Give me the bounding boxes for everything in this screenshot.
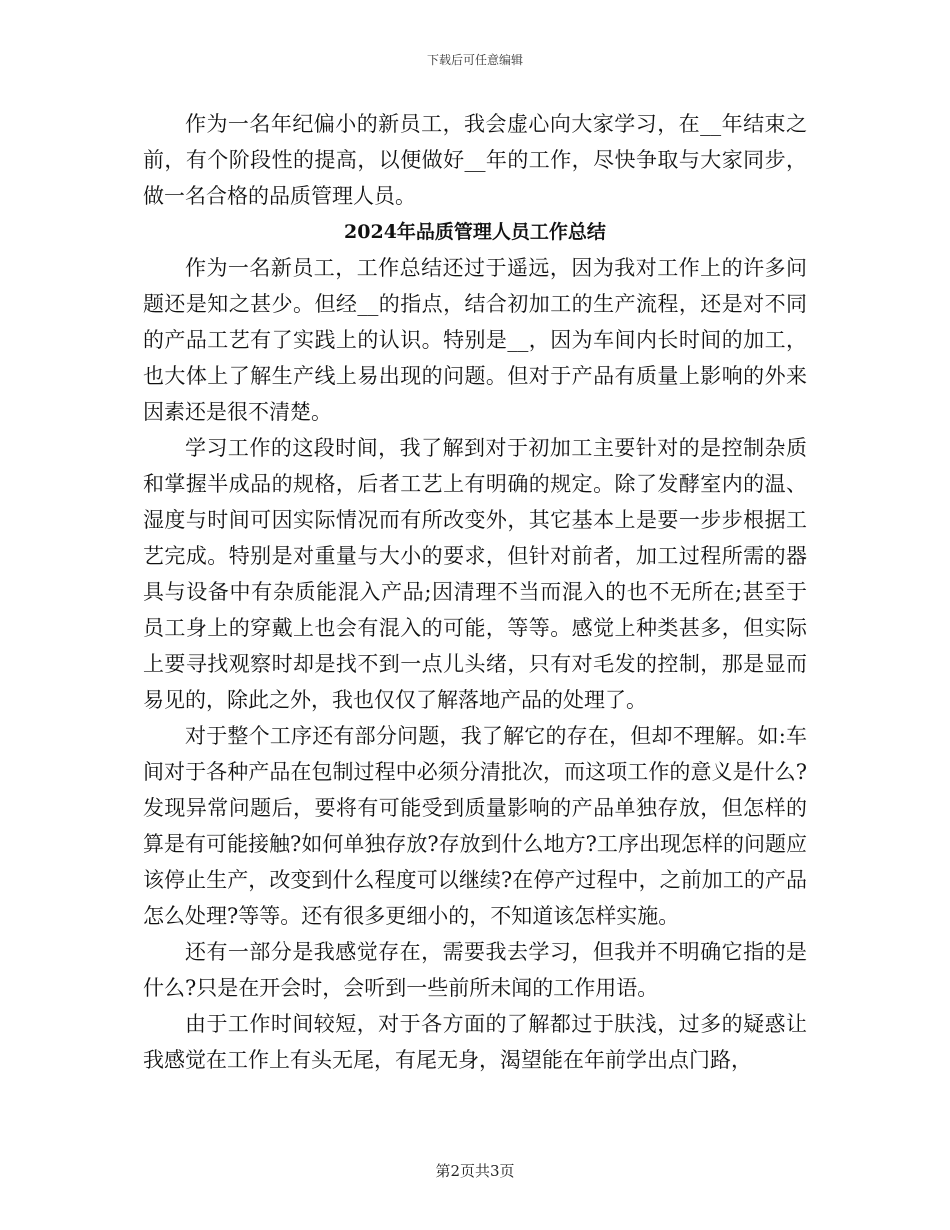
paragraph-3: 对于整个工序还有部分问题，我了解它的存在，但却不理解。如:车间对于各种产品在包制过程中必须分清批次，而这项工作的意义是什么?发现异常问题后，要将有可能受到质量影响的产品单独存放，但怎样的算是有可能接触?如何单独存放?存放到什么地方?工序出现怎样的问题应该停止生产，改变到什么程度可以继续?在停产过程中，之前加工的产品怎么处理?等等。还有很多更细小的，不知道该怎样实施。 [143, 724, 807, 928]
page-header-note: 下载后可任意编辑 [426, 53, 523, 67]
page-number: 第2页共3页 [435, 1162, 515, 1180]
paragraph-2: 学习工作的这段时间，我了解到对于初加工主要针对的是控制杂质和掌握半成品的规格，后者工艺上有明确的规定。除了发酵室内的温、湿度与时间可因实际情况而有所改变外，其它基本上是要一步步根据工艺完成。特别是对重量与大小的要求，但针对前者，加工过程所需的器具与设备中有杂质能混入产品;因清理不当而混入的也不无所在;甚至于员工身上的穿戴上也会有混入的可能，等等。感觉上种类甚多，但实际上要寻找观察时却是找不到一点儿头绪，只有对毛发的控制，那是显而易见的，除此之外，我也仅仅了解落地产品的处理了。 [143, 436, 807, 712]
paragraph-5: 由于工作时间较短，对于各方面的了解都过于肤浅，过多的疑惑让我感觉在工作上有头无尾，有尾无身，渴望能在年前学出点门路， [143, 1012, 807, 1072]
document-title: 2024年品质管理人员工作总结 [344, 221, 606, 243]
paragraph-1: 作为一名新员工，工作总结还过于遥远，因为我对工作上的许多问题还是知之甚少。但经__的指点，结合初加工的生产流程，还是对不同的产品工艺有了实践上的认识。特别是__，因为车间内长时间的加工，也大体上了解生产线上易出现的问题。但对于产品有质量上影响的外来因素还是很不清楚。 [143, 256, 807, 424]
paragraph-intro: 作为一名年纪偏小的新员工，我会虚心向大家学习，在__年结束之前，有个阶段性的提高，以便做好__年的工作，尽快争取与大家同步，做一名合格的品质管理人员。 [143, 112, 807, 208]
paragraph-4: 还有一部分是我感觉存在，需要我去学习，但我并不明确它指的是什么?只是在开会时，会听到一些前所未闻的工作用语。 [143, 940, 807, 1000]
document-body [143, 106, 807, 1078]
